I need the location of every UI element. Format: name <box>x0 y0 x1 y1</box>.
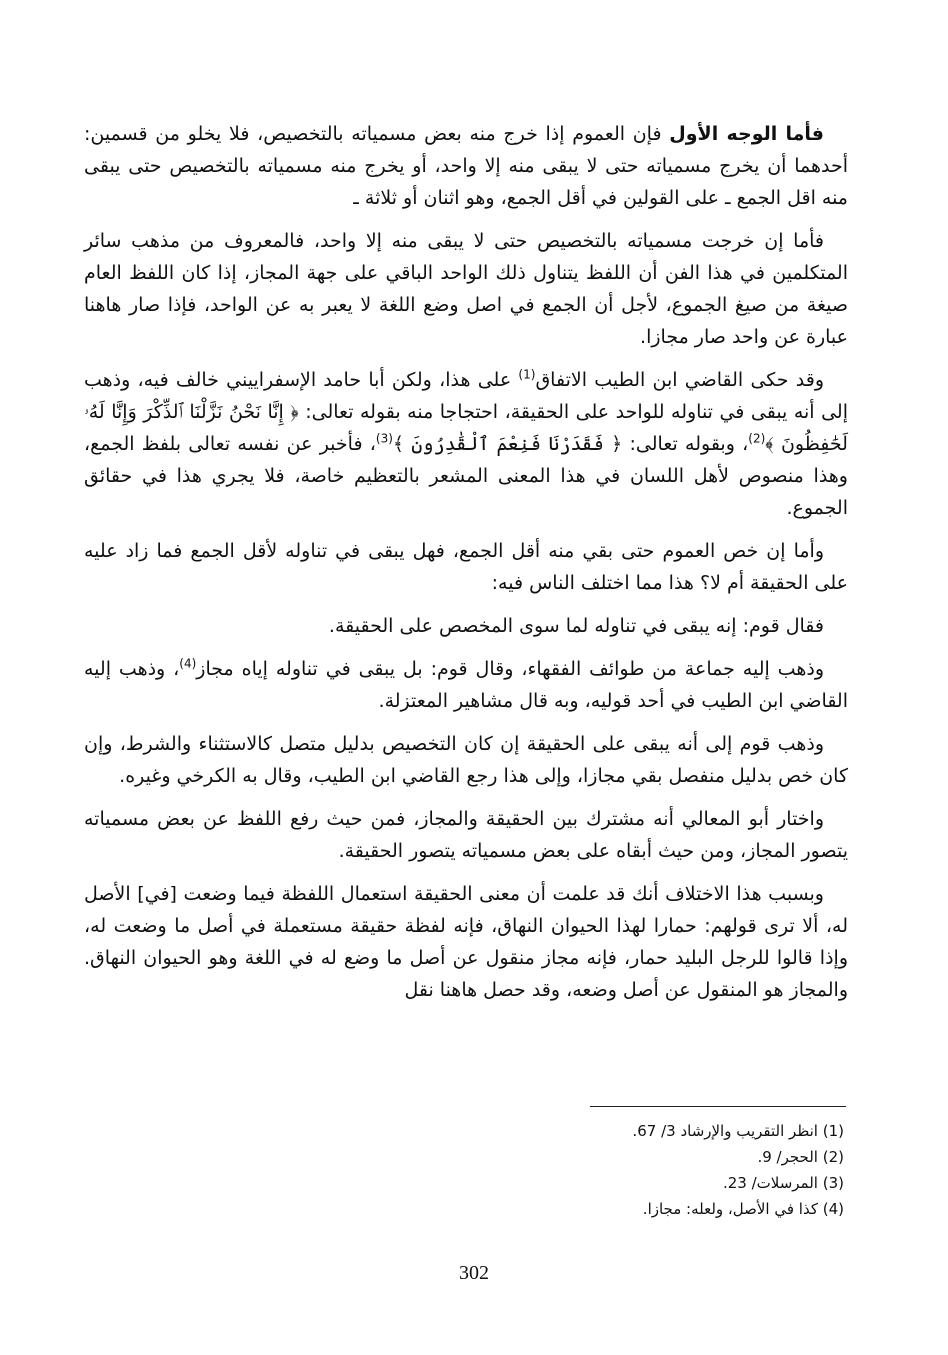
paragraph-1-text: فإن العموم إذا خرج منه بعض مسمياته بالتخصيص، فلا يخلو من قسمين: أحدهما أن يخرج مسمياته حتى لا يبقى منه إلا واحد، أو يخرج منه مسمياته بالتخصيص حتى يبقى منه اقل الجمع ـ على القولين في أقل الجمع، وهو اثنان أو ثلاثة ـ <box>84 123 848 209</box>
paragraph-6 <box>84 653 848 717</box>
footnote-4: (4) كذا في الأصل، ولعله: مجازا. <box>642 1200 844 1218</box>
paragraph-8: واختار أبو المعالي أنه مشترك بين الحقيقة والمجاز، فمن حيث رفع اللفظ عن بعض مسمياته يتصور المجاز، ومن حيث أبقاه على بعض مسمياته يتصور الحقيقة. <box>84 808 848 862</box>
paragraph-3-part-b: على هذا، ولكن أبا حامد الإسفراييني خالف فيه، وذهب إلى أنه يبقى في تناوله للواحد على الحقيقة، احتجاجا منه بقوله تعالى: <box>84 369 848 423</box>
footnote-1: (1) انظر التقريب والإرشاد 3/ 67. <box>632 1122 844 1140</box>
paragraph-5: فقال قوم: إنه يبقى في تناوله لما سوى المخصص على الحقيقة. <box>328 615 824 637</box>
quran-verse-1: ﴿ إِنَّا نَحْنُ نَزَّلْنَا ٱلذِّكْرَ وَإِنَّا لَهُۥ لَحَٰفِظُونَ ﴾ <box>84 401 848 455</box>
paragraph-3 <box>84 364 848 524</box>
paragraph-3-part-c: ، وبقوله تعالى: <box>622 433 749 455</box>
paragraph-6-part-a: وذهب إليه جماعة من طوائف الفقهاء، وقال قوم: بل يبقى في تناوله إياه مجاز <box>196 658 824 680</box>
quran-verse-2: ﴿ فَقَدَرْنَا فَنِعْمَ ٱلْقَٰدِرُونَ ﴾ <box>392 433 623 455</box>
footnote-separator <box>590 1106 846 1107</box>
footnote-ref-2: (2) <box>748 431 766 446</box>
paragraph-1 <box>84 118 848 214</box>
paragraph-2: فأما إن خرجت مسمياته بالتخصيص حتى لا يبقى منه إلا واحد، فالمعروف من مذهب سائر المتكلمين في هذا الفن أن اللفظ يتناول ذلك الواحد الباقي على جهة المجاز، إذا كان اللفظ العام صيغة من صيغ الجموع، لأجل أن الجمع في اصل وضع اللغة لا يعبر به عن الواحد، فإذا صار هاهنا عبارة عن واحد صار مجازا. <box>84 230 848 348</box>
paragraph-3-part-a: وقد حكى القاضي ابن الطيب الاتفاق <box>535 369 824 391</box>
footnotes <box>344 1118 844 1222</box>
paragraph-3-part-d: ، فأخبر عن نفسه تعالى بلفظ الجمع، وهذا منصوص لأهل اللسان في هذا المعنى المشعر بالتعظيم خاصة، فلا يجري هذا في حقائق الجموع. <box>84 433 848 519</box>
paragraph-4: وأما إن خص العموم حتى بقي منه أقل الجمع، فهل يبقى في تناوله لأقل الجمع فما زاد عليه على الحقيقة أم لا؟ هذا مما اختلف الناس فيه: <box>84 540 848 594</box>
footnote-ref-1: (1) <box>518 367 536 382</box>
paragraph-1-lead: فأما الوجه الأول <box>669 123 824 145</box>
main-text <box>84 118 848 1017</box>
paragraph-7: وذهب قوم إلى أنه يبقى على الحقيقة إن كان التخصيص بدليل متصل كالاستثناء والشرط، وإن كان خص بدليل منفصل بقي مجازا، وإلى هذا رجع القاضي ابن الطيب، وقال به الكرخي وغيره. <box>84 733 848 787</box>
page-number: 302 <box>459 1262 489 1284</box>
footnote-3: (3) المرسلات/ 23. <box>722 1174 844 1192</box>
footnote-ref-4: (4) <box>179 656 197 671</box>
paragraph-6-part-b: ، وذهب إليه القاضي ابن الطيب في أحد قوليه، وبه قال مشاهير المعتزلة. <box>84 658 848 712</box>
paragraph-9: وبسبب هذا الاختلاف أنك قد علمت أن معنى الحقيقة استعمال اللفظة فيما وضعت [في] الأصل له، ألا ترى قولهم: حمارا لهذا الحيوان النهاق، فإنه لفظة حقيقة مستعملة في أصل ما وضعت له، وإذا قالوا للرجل البليد حمار، فإنه مجاز منقول عن أصل ما وضع له في اللغة وهو الحيوان النهاق. والمجاز هو المنقول عن أصل وضعه، وقد حصل هاهنا نقل <box>84 883 848 1001</box>
footnote-2: (2) الحجر/ 9. <box>757 1148 844 1166</box>
footnote-ref-3: (3) <box>375 431 393 446</box>
